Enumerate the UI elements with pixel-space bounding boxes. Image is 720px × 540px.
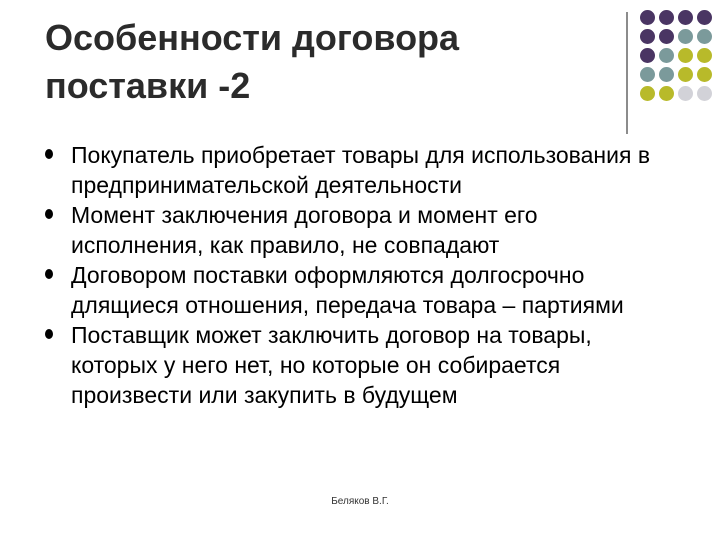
decorative-dot <box>659 48 674 63</box>
decorative-dot <box>640 48 655 63</box>
bullet-item <box>45 320 675 410</box>
decorative-dot <box>640 67 655 82</box>
decorative-dot-grid <box>640 10 716 106</box>
slide-title-line1: Особенности договора <box>45 17 460 58</box>
bullet-dot-icon <box>45 269 53 279</box>
bullet-dot-icon <box>45 209 53 219</box>
footer-author: Беляков В.Г. <box>331 496 389 507</box>
decorative-dot <box>659 29 674 44</box>
decorative-dot <box>640 10 655 25</box>
decorative-dot <box>697 29 712 44</box>
bullet-text: Поставщик может заключить договор на товары, которых у него нет, но которые он собирается произвести или закупить в будущем <box>71 322 592 408</box>
bullet-text: Момент заключения договора и момент его исполнения, как правило, не совпадают <box>71 202 538 258</box>
bullet-text: Договором поставки оформляются долгосрочно длящиеся отношения, передача товара – партиями <box>71 262 624 318</box>
decorative-dot <box>659 67 674 82</box>
decorative-dot <box>678 48 693 63</box>
decorative-vertical-line <box>626 12 628 134</box>
bullet-item <box>45 140 675 200</box>
decorative-dot <box>659 86 674 101</box>
decorative-dot <box>678 67 693 82</box>
bullet-dot-icon <box>45 329 53 339</box>
decorative-dot <box>697 10 712 25</box>
decorative-dot <box>697 67 712 82</box>
decorative-dot <box>678 10 693 25</box>
bullet-list <box>45 140 675 410</box>
decorative-dot <box>659 10 674 25</box>
decorative-dot <box>640 29 655 44</box>
slide-title-line2: поставки -2 <box>45 65 251 106</box>
decorative-dot <box>640 86 655 101</box>
decorative-dot <box>678 86 693 101</box>
bullet-item <box>45 260 675 320</box>
decorative-dot <box>678 29 693 44</box>
bullet-dot-icon <box>45 149 53 159</box>
bullet-item <box>45 200 675 260</box>
decorative-dot <box>697 86 712 101</box>
bullet-text: Покупатель приобретает товары для использования в предпринимательской деятельности <box>71 142 651 198</box>
decorative-dot <box>697 48 712 63</box>
slide-title <box>45 14 605 110</box>
